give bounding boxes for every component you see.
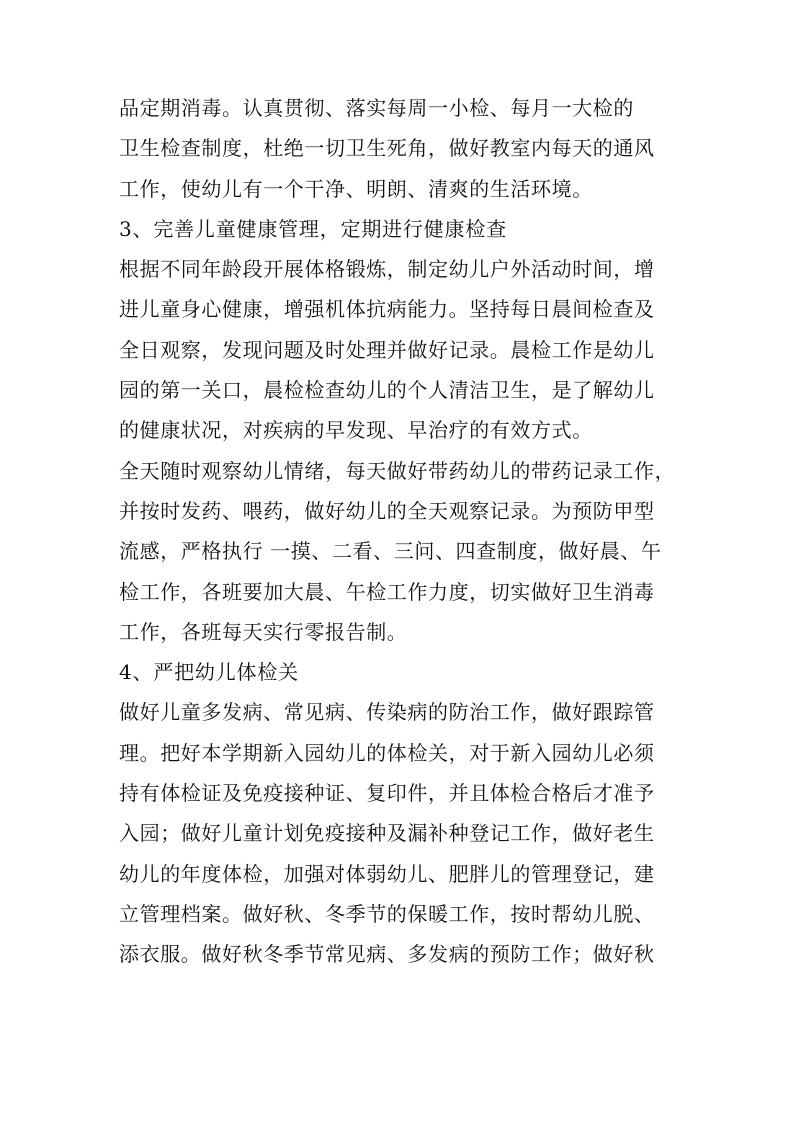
text-line: 入园；做好儿童计划免疫接种及漏补种登记工作，做好老生: [119, 821, 655, 846]
text-line: 全日观察，发现问题及时处理并做好记录。晨检工作是幼儿: [119, 337, 655, 362]
text-line: 品定期消毒。认真贯彻、落实每周一小检、每月一大检的: [119, 96, 634, 120]
text-line: 做好儿童多发病、常见病、传染病的防治工作，做好跟踪管: [119, 700, 655, 725]
text-line: 持有体检证及免疫接种证、复印件，并且体检合格后才准予: [119, 781, 655, 806]
document-body: [119, 88, 679, 975]
text-line: 并按时发药、喂药，做好幼儿的全天观察记录。为预防甲型: [119, 498, 655, 523]
text-line: 卫生检查制度，杜绝一切卫生死角，做好教室内每天的通风: [119, 136, 655, 161]
text-line: 工作，使幼儿有一个干净、明朗、清爽的生活环境。: [119, 176, 593, 201]
text-line: 立管理档案。做好秋、冬季节的保暖工作，按时帮幼儿脱、: [119, 901, 655, 926]
text-line: 全天随时观察幼儿情绪，每天做好带药幼儿的带药记录工作，: [119, 458, 676, 483]
text-line: 添衣服。做好秋冬季节常见病、多发病的预防工作；做好秋: [119, 942, 655, 967]
section-heading: 3、完善儿童健康管理，定期进行健康检查: [119, 216, 507, 241]
text-line: 检工作，各班要加大晨、午检工作力度，切实做好卫生消毒: [119, 579, 655, 604]
section-heading: 4、严把幼儿体检关: [119, 660, 299, 685]
text-line: 的健康状况，对疾病的早发现、早治疗的有效方式。: [119, 418, 593, 443]
text-line: 进儿童身心健康，增强机体抗病能力。坚持每日晨间检查及: [119, 297, 655, 322]
text-line: 园的第一关口，晨检检查幼儿的个人清洁卫生，是了解幼儿: [119, 378, 655, 403]
text-line: 理。把好本学期新入园幼儿的体检关，对于新入园幼儿必须: [119, 740, 655, 765]
text-line: 流感，严格执行 一摸、二看、三问、四查制度，做好晨、午: [119, 539, 662, 564]
text-line: 工作，各班每天实行零报告制。: [119, 619, 408, 644]
text-line: 根据不同年龄段开展体格锻炼，制定幼儿户外活动时间，增: [119, 257, 655, 282]
text-line: 幼儿的年度体检，加强对体弱幼儿、肥胖儿的管理登记，建: [119, 861, 655, 886]
